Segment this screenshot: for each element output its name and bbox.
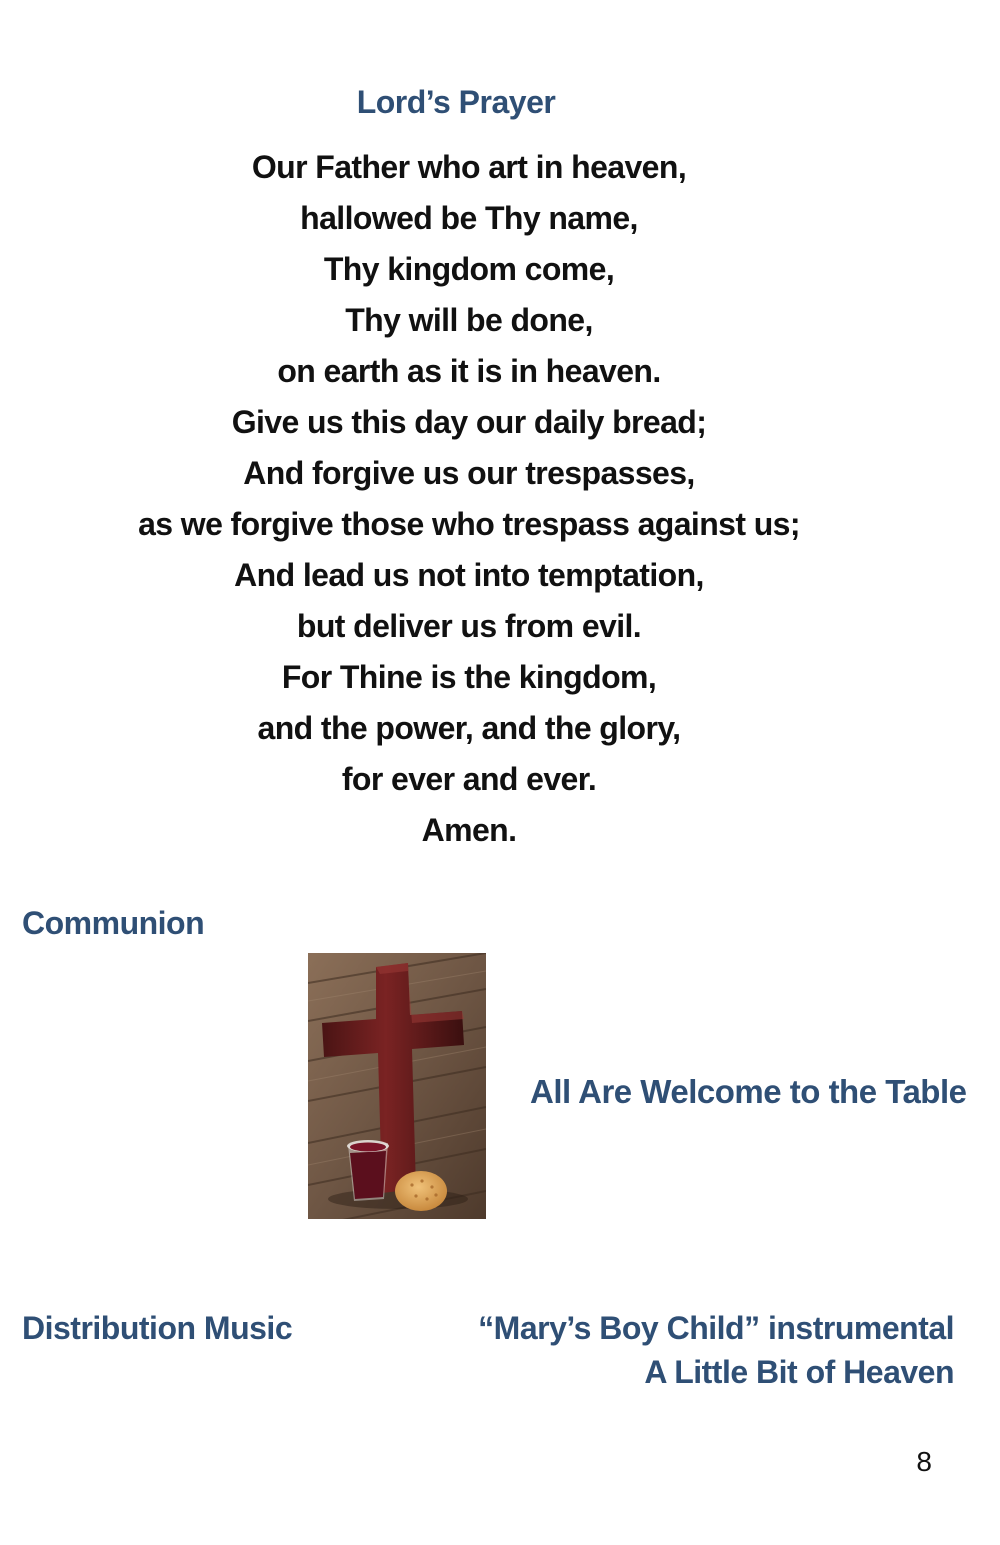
music-performer: A Little Bit of Heaven <box>644 1354 954 1390</box>
music-details <box>478 1306 954 1394</box>
prayer-line: For Thine is the kingdom, <box>281 659 657 695</box>
prayer-title: Lord’s Prayer <box>356 84 556 120</box>
communion-caption: All Are Welcome to the Table <box>530 1073 967 1110</box>
prayer-line: Thy kingdom come, <box>323 251 615 287</box>
prayer-line: but deliver us from evil. <box>296 608 642 644</box>
communion-heading: Communion <box>22 905 205 941</box>
prayer-line: And lead us not into temptation, <box>234 557 704 593</box>
prayer-line: Our Father who art in heaven, <box>251 149 687 185</box>
prayer-line: Give us this day our daily bread; <box>231 404 707 440</box>
prayer-line: Thy will be done, <box>345 302 593 338</box>
page-number: 8 <box>916 1446 932 1477</box>
prayer-line: on earth as it is in heaven. <box>277 353 661 389</box>
prayer-text <box>0 142 938 856</box>
cross-with-communion-cup-and-bread-icon <box>308 953 486 1219</box>
prayer-line: And forgive us our trespasses, <box>243 455 695 491</box>
prayer-line: Amen. <box>421 812 517 848</box>
prayer-line: as we forgive those who trespass against us; <box>138 506 800 542</box>
music-piece-title: “Mary’s Boy Child” instrumental <box>478 1310 954 1346</box>
prayer-line: and the power, and the glory, <box>257 710 681 746</box>
prayer-line: for ever and ever. <box>341 761 597 797</box>
distribution-music-heading: Distribution Music <box>22 1310 293 1346</box>
prayer-line: hallowed be Thy name, <box>300 200 638 236</box>
